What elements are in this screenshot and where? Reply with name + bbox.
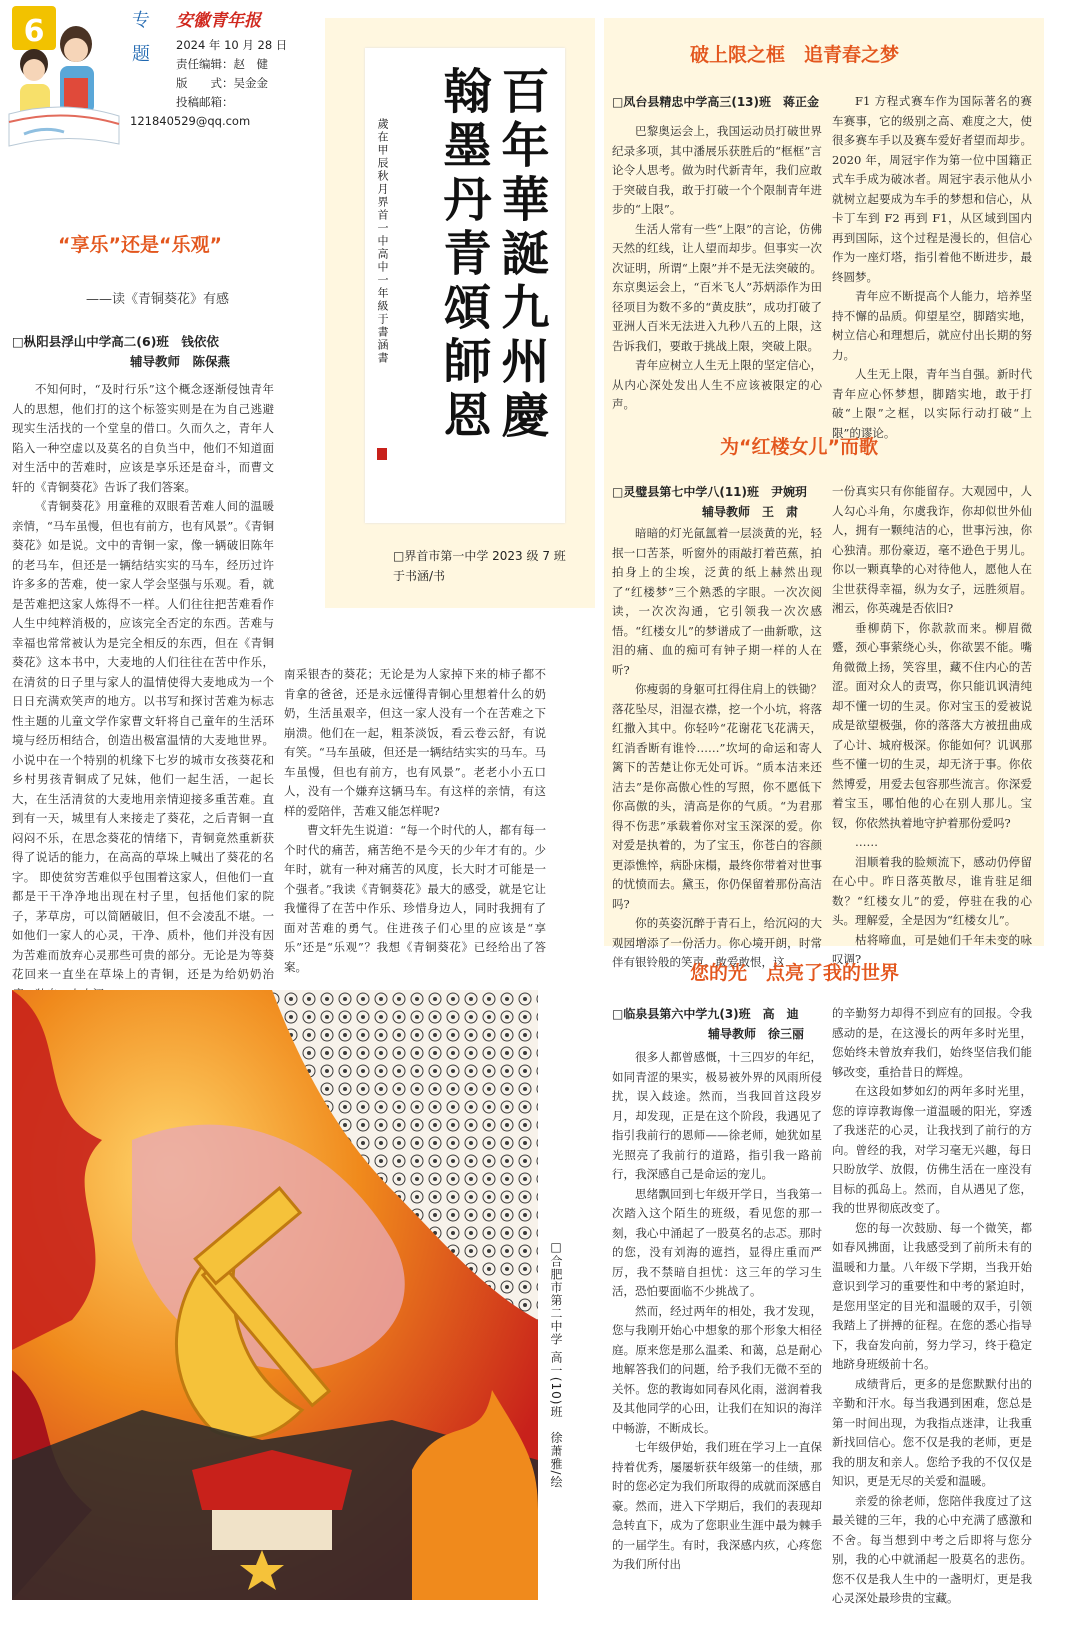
- calligraphy-panel: [325, 18, 595, 608]
- article-3-byline: [612, 482, 852, 522]
- article-2-paragraph: F1 方程式赛车作为国际著名的赛车赛事，它的级别之高、难度之大，使很多赛车手以及赛车爱好者望而却步。2020 年，周冠宇作为第一位中国籍正式车手成为破冰者。周冠宇表示他从小就树立起要成为车手的梦想和信心，从卡丁车到 F2 再到 F1，从区域到国内再到国际，这个过程是漫长的，但信心作为一座灯塔，指引着他不断进步，最终圆梦。: [832, 94, 1032, 284]
- article-4-column-2: [832, 1004, 1032, 1614]
- page-number-badge: 6: [23, 14, 45, 49]
- article-3-paragraph: 垂柳荫下，你款款而来。柳眉微蹙，颈心事萦绕心头，你欲罢不能。嘴角微微上扬，笑容里，藏不住内心的苦涩。面对众人的责骂，你只能讥讽清纯却不懂一切的生灵。你对宝玉的爱被说成是欲望极强，你的落落大方被扭曲成了心计、城府极深。你能如何？讥讽那些不懂一切的生灵，却无济于事。你依然博爱，用爱去包容那些流言。你深爱着宝玉，哪怕他的心在别人那儿。宝钗，你依然执着地守护着那份爱吗?: [832, 620, 1032, 830]
- article-3-column-2: [832, 482, 1032, 966]
- article-4-tutor: 辅导教师 徐三丽: [708, 1027, 805, 1041]
- article-1-author: □枞阳县浮山中学高二(6)班 钱依依: [12, 334, 219, 349]
- article-4-paragraph: 成绩背后，更多的是您默默付出的辛勤和汗水。每当我遇到困难，您总是第一时间出现，为我指点迷津，让我重新找回信心。您不仅是我的老师，更是我的朋友和亲人。您给予我的不仅仅是知识，更是无尽的关爱和温暖。: [832, 1376, 1032, 1488]
- article-2-paragraph: 生活人常有一些“上限”的言论，仿佛天然的红线，让人望而却步。但事实一次次证明，所谓“上限”并不是无法突破的。东京奥运会上，“百米飞人”苏炳添作为田径项目为数不多的“黄皮肤”，成功打破了亚洲人百米无法进入九秒八五的上限，这告诉我们，要敢于挑战上限，突破上限。: [612, 221, 822, 353]
- submission-email[interactable]: 121840529@qq.com: [130, 114, 251, 128]
- article-3-column-1: [612, 524, 822, 969]
- painting: [12, 990, 538, 1600]
- issue-date: 2024 年 10 月 28 日: [176, 38, 288, 52]
- article-2-title: 破上限之框 追青春之梦: [690, 44, 900, 66]
- email-label: 投稿邮箱：: [176, 95, 234, 109]
- section-char-2: 题: [132, 44, 150, 65]
- article-1-subtitle: ——读《青铜葵花》有感: [86, 292, 230, 307]
- article-2-paragraph: 青年应树立人生无上限的坚定信心，从内心深处发出人生不应该被限定的心声。: [612, 358, 822, 411]
- article-4-paragraph: 在这段如梦如幻的两年多时光里，您的谆谆教诲像一道温暖的阳光，穿透了我迷茫的心灵，让我找到了前行的方向。曾经的我，对学习毫无兴趣，每日只盼放学、放假，仿佛生活在一座没有目标的孤岛上。然而，自从遇见了您，我的世界彻底改变了。: [832, 1084, 1032, 1215]
- painting-caption: □合肥市第二中学 高一(10)班 徐萧雅/绘: [549, 1240, 563, 1489]
- article-2-column-1: [612, 122, 822, 411]
- article-4-paragraph: 的辛勤努力却得不到应有的回报。令我感动的是，在这漫长的两年多时光里，您始终未曾放弃我们，始终坚信我们能够改变，重拾昔日的辉煌。: [832, 1006, 1032, 1079]
- article-4-paragraph: 您的每一次鼓励、每一个微笑，都如春风拂面，让我感受到了前所未有的温暖和力量。八年级下学期，当我开始意识到学习的重要性和中考的紧迫时，是您用坚定的目光和温暖的双手，引领我踏上了拼搏的征程。在您的悉心指导下，我奋发向前，努力学习，终于稳定地跻身班级前十名。: [832, 1220, 1032, 1371]
- layout-credit: 版 式：吴金金: [176, 76, 268, 90]
- article-3-author: □灵璧县第七中学八(11)班 尹婉玥: [612, 485, 808, 499]
- article-4-byline: [612, 1004, 852, 1044]
- article-1-paragraph: 不知何时，“及时行乐”这个概念逐渐侵蚀青年人的思想，他们打的这个标签实则是在为自己逃避现实生活找的一个堂皇的借口。久而久之，青年人陷入一种空虚以及莫名的自负当中，他们不知道面对生活中的苦难时，应该是享乐还是奋斗，而曹文轩的《青铜葵花》告诉了我们答案。: [12, 382, 274, 494]
- calligraphy-line-2: 翰墨丹青頌師恩: [435, 66, 491, 444]
- calligraphy-inscription: 歲在甲辰秋月界首一中高中一年級于書涵書: [376, 118, 389, 365]
- article-3-paragraph: 暗暗的灯光氤氲着一层淡黄的光，轻抿一口苦茶，听窗外的雨敲打着芭蕉，拍拍身上的尘埃，泛黄的纸上赫然出现了“红楼梦”三个熟悉的字眼。一次次阅读，一次次沟通，它引领我一次次感悟。“红楼女儿”的梦谱成了一曲新歌，这泪的痛、血的痴可有钟子期一样的人在听?: [612, 526, 822, 677]
- article-4-title: 您的光 点亮了我的世界: [690, 962, 900, 984]
- article-4-paragraph: 亲爱的徐老师，您陪伴我度过了这最关键的三年，我的心中充满了感激和不舍。每当想到中考之后即将与您分别，我的心中就涌起一股莫名的悲伤。您不仅是我人生中的一盏明灯，更是我心灵深处最珍贵的宝藏。: [832, 1493, 1032, 1605]
- calligraphy-scroll: [365, 48, 565, 523]
- article-2-byline: □凤台县精忠中学高三(13)班 蒋正金: [612, 95, 820, 109]
- article-2-column-2: [832, 92, 1032, 440]
- article-3-title: 为“红楼女儿”而歌: [720, 436, 878, 458]
- calligraphy-caption: □界首市第一中学 2023 级 7 班 于书涵/书: [393, 549, 578, 583]
- article-1-column-2: [284, 665, 546, 974]
- article-4-column-1: [612, 1048, 822, 1613]
- article-2-paragraph: 人生无上限，青年当自强。新时代青年应心怀梦想，脚踏实地，敢于打破“上限”之框，以实际行动打破“上限”的谬论。: [832, 367, 1032, 440]
- article-4-paragraph: 七年级伊始，我们班在学习上一直保持着优秀，屡屡斩获年级第一的佳绩，那时的您必定为我们所取得的成就而深感自豪。然而，进入下学期后，我们的表现却急转直下，成为了您职业生涯中最为棘手的一届学生。有时，我深感内疚，心疼您为我们所付出: [612, 1440, 822, 1571]
- article-1-paragraph: 曹文轩先生说道：“每一个时代的人，都有每一个时代的痛苦，痛苦绝不是今天的少年才有的。少年时，就有一种对痛苦的风度，长大时才可能是一个强者。”我读《青铜葵花》最大的感受，就是它让我懂得了在苦中作乐、珍惜身边人，同时我拥有了面对苦难的勇气。住进孩子们心里的应该是“享乐”还是“乐观”？我想《青铜葵花》已经给出了答案。: [284, 823, 546, 974]
- article-1-tutor: 辅导教师 陈保燕: [130, 354, 231, 369]
- section-label: [132, 6, 150, 70]
- article-4-paragraph: 思绪飘回到七年级开学日，当我第一次踏入这个陌生的班级，看见您的那一刻，我心中涌起了一股莫名的忐忑。那时的您，没有刘海的遮挡，显得庄重而严厉，我不禁暗自担忧：这三年的学习生活，恐怕要面临不少挑战了。: [612, 1186, 822, 1298]
- article-3-paragraph: 一份真实只有你能留存。大观园中，人人勾心斗角，尔虞我诈，你却似世外仙人，拥有一颗纯洁的心，世事污浊，你心独清。那份豪迈，毫不逊色于男儿。你以一颗真挚的心对待他人，愿他人在尘世获得幸福，纵为女子，远胜须眉。湘云，你英魂是否依旧?: [832, 484, 1032, 615]
- article-3-paragraph: 你的英姿沉醉于青石上，给沉闷的大观园增添了一份活力。你心境开朗，时常伴有银铃般的笑声。敢爱敢恨，这: [612, 916, 822, 969]
- article-1-heading: “享乐”还是“乐观”: [58, 234, 222, 256]
- article-3-paragraph: 你瘦弱的身躯可扛得住肩上的铁锄？落花坠尽，泪湿衣襟，挖一个小坑，将落红撒入其中。你轻吟“花谢花飞花满天，红消香断有谁怜……”坎坷的命运和寄人篱下的苦楚让你无处可诉。“质本洁来还洁去”是你高傲心性的写照，你不愿低下你高傲的头，清高是你的气质。“为君那得不伤悲”承载着你对宝玉深深的爱。你对爱是执着的，为了宝玉，你苍白的容颜更添憔悴，病卧床榻，最终你带着对世事的忧愤而去。黛玉，你仍保留着那份高洁吗?: [612, 682, 822, 911]
- newspaper-logo: 安徽青年报: [176, 11, 261, 31]
- article-2-paragraph: 巴黎奥运会上，我国运动员打破世界纪录多项，其中潘展乐获胜后的“框框”言论令人思考。做为时代新青年，我们应敢于突破自我，敢于打破一个个限制青年进步的“上限”。: [612, 124, 822, 216]
- section-char-1: 专: [132, 10, 150, 31]
- article-2-paragraph: 青年应不断提高个人能力，培养坚持不懈的品质。仰望星空，脚踏实地，树立信心和理想后，就应付出长期的努力。: [832, 289, 1032, 362]
- artist-seal: [377, 448, 387, 460]
- article-3-paragraph: 泪顺着我的脸颊流下，感动仍停留在心中。昨日落英散尽，谁肯驻足细数？“红楼女儿”的爱，停驻在我的心头。理解爱，全是因为“红楼女儿”。: [832, 854, 1032, 927]
- painting-artwork: [12, 990, 538, 1600]
- calligraphy-line-1: 百年華誕九州慶: [493, 66, 549, 444]
- article-1-byline: [12, 332, 312, 372]
- article-1-paragraph: 南采银杏的葵花；无论是为人家掉下来的柿子都不肯拿的爸爸，还是永远懂得青铜心里想着什么的奶奶，生活虽艰辛，但这一家人没有一个在苦难之下崩溃。他们在一起，粗茶淡饭，看云卷云舒，有说有笑。“马车虽破，但还是一辆结结实实的马车。马车虽慢，但也有前方，也有风景”。老老小小五口人，没有一个嫌弃这辆马车。有这样的亲情，有这样的爱陪伴，苦难又能怎样呢?: [284, 667, 546, 818]
- article-3-paragraph: 枯将啼血，可是她们千年未变的咏叹调?: [832, 932, 1032, 966]
- article-4-paragraph: 很多人都曾感慨，十三四岁的年纪，如同青涩的果实，极易被外界的风雨所侵扰，误入歧途。然而，当我回首这段岁月，却发现，正是在这个阶段，我遇见了指引我前行的恩师——徐老师，她犹如星光照亮了我前行的道路，指引我一路前行，我深感自己是命运的宠儿。: [612, 1050, 822, 1181]
- page-header: [0, 0, 290, 165]
- article-1-title: [58, 230, 222, 257]
- article-3-tutor: 辅导教师 王 肃: [702, 505, 799, 519]
- article-4-author: □临泉县第六中学九(3)班 高 迪: [612, 1007, 799, 1021]
- editor-credit: 责任编辑：赵 健: [176, 57, 268, 71]
- article-4-paragraph: 然而，经过两年的相处，我才发现，您与我刚开始心中想象的那个形象大相径庭。原来您是那么温柔、和蔼，总是耐心地解答我们的问题，给予我们无微不至的关怀。您的教诲如同春风化雨，滋润着我及其他同学的心田，让我们在知识的海洋中畅游，不断成长。: [612, 1303, 822, 1435]
- article-1-paragraph: 《青铜葵花》用童稚的双眼看苦难人间的温暖亲情，“马车虽慢，但也有前方，也有风景”。《青铜葵花》如是说。文中的青铜一家，像一辆破旧陈年的老马车，但还是一辆结结实实的马车，经历过许许多多的苦难，使一家人学会坚强与乐观。看，就是苦难把这家人炼得不一样。人们往往把苦难看作人生中纯粹消极的，应该完全否定的东西。苦难与幸福也常常被认为是完全相反的东西，但在《青铜葵花》这本书中，大麦地的人们往往在苦中作乐，在清贫的日子里与家人的温情使得大麦地成为一个日日充满欢笑声的地方。以书写和探讨苦难为标志性主题的儿童文学作家曹文轩将自己童年的生活环境与经历相结合，创造出极富温情的大麦地世界。小说中在一个特别的机缘下七岁的城市女孩葵花和乡村男孩青铜成了兄妹，他们一起生活，一起长大，在生活清贫的大麦地用亲情迎接多重苦难。直到有一天，城里有人来接走了葵花，之后青铜一直闷闷不乐，在思念葵花的情绪下，青铜竟然重新获得了说话的能力，在高高的草垛上喊出了葵花的名字。 即使贫穷苦难似乎包围着这家人，但他们一直都是干干净净地出现在村子里，包括他们家的院子，茅草房，可以简陋破旧，但不会凌乱不堪。一如他们一家人的心灵，干净、质朴，他们并没有因为苦难而放弃心灵那些可贵的部分。无论是为等葵花回来一直坐在草垛上的青铜，还是为给奶奶治: [12, 499, 274, 981]
- article-3-paragraph: ……: [855, 835, 878, 849]
- article-1-column-1b: [12, 479, 274, 939]
